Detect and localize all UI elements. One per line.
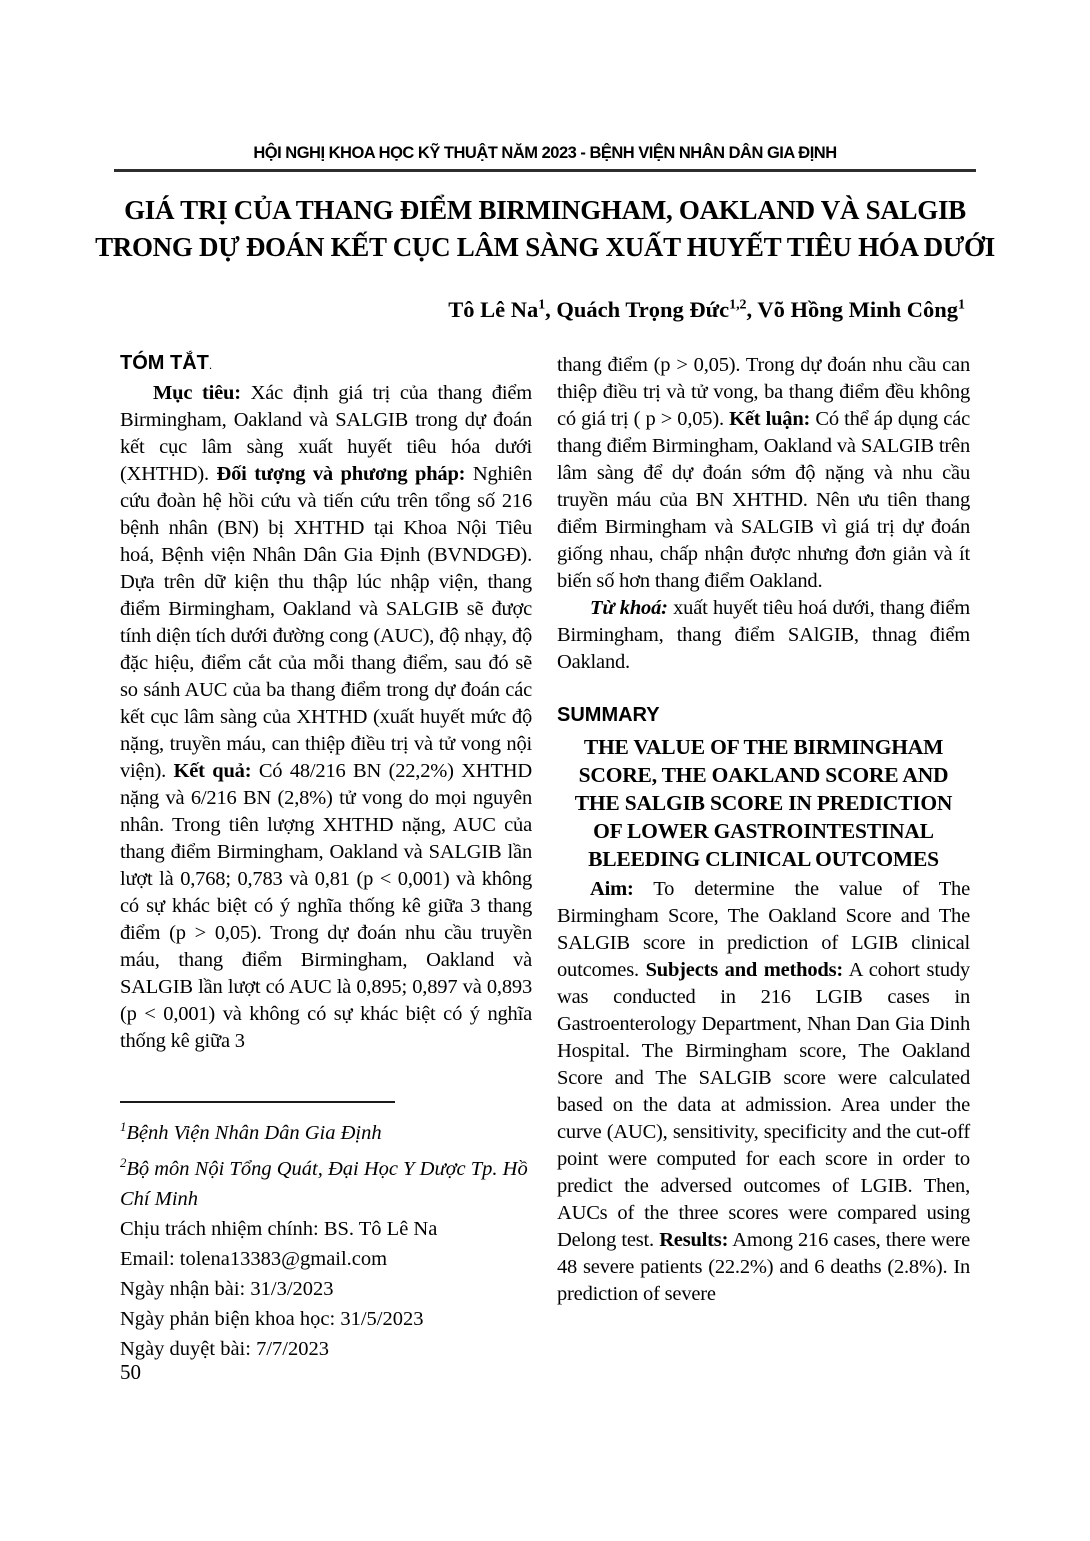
abstract-continuation-paragraph <box>557 352 970 595</box>
aim-text: To determine the value of The Birmingham Score, The Oakland Score and The SALGIB score in prediction of LGIB clinical outcomes. <box>557 878 970 981</box>
header-rule <box>114 169 976 172</box>
date-received: Ngày nhận bài: 31/3/2023 <box>120 1277 334 1300</box>
doi-tuong-label: Đối tượng và phương pháp: <box>216 463 466 485</box>
english-title-line: THE SALGIB SCORE IN PREDICTION <box>574 791 953 815</box>
right-column <box>557 352 970 1308</box>
authors-line <box>120 297 965 323</box>
english-title-line: OF LOWER GASTROINTESTINAL <box>593 819 934 843</box>
date-reviewed: Ngày phản biện khoa học: 31/5/2023 <box>120 1307 424 1330</box>
results-label: Results: <box>659 1229 729 1251</box>
article-title <box>50 192 1040 266</box>
left-column <box>120 352 532 1055</box>
subjects-methods-label: Subjects and methods: <box>645 959 844 981</box>
aim-label: Aim: <box>590 878 634 900</box>
corresponding-author: Chịu trách nhiệm chính: BS. Tô Lê Na <box>120 1217 438 1240</box>
summary-paragraph <box>557 876 970 1308</box>
continuation-text: thang điểm (p > 0,05). Trong dự đoán nhu cầu can thiệp điều trị và tử vong, ba thang điểm đều không có giá trị ( p > 0,05). <box>557 354 970 430</box>
affiliation-2-superscript: 2 <box>120 1155 127 1170</box>
english-title-line: THE VALUE OF THE BIRMINGHAM <box>583 735 944 759</box>
author-separator: , <box>746 297 758 322</box>
author-name: Quách Trọng Đức <box>556 297 730 322</box>
corresponding-email: Email: tolena13383@gmail.com <box>120 1247 388 1270</box>
author-affiliation-superscript: 1,2 <box>729 297 747 313</box>
article-title-line1: GIÁ TRỊ CỦA THANG ĐIỂM BIRMINGHAM, OAKLAND VÀ SALGIB <box>124 195 966 225</box>
article-title-line2: TRONG DỰ ĐOÁN KẾT CỤC LÂM SÀNG XUẤT HUYẾT TIÊU HÓA DƯỚI <box>95 232 995 262</box>
date-accepted: Ngày duyệt bài: 7/7/2023 <box>120 1337 329 1360</box>
english-title-line: BLEEDING CLINICAL OUTCOMES <box>588 847 939 871</box>
abstract-heading <box>120 352 532 375</box>
affiliation-2 <box>120 1148 532 1214</box>
results-text: Among 216 cases, there were 48 severe patients (22.2%) and 6 deaths (2.8%). In prediction of severe <box>557 1229 970 1305</box>
footnote-divider <box>120 1101 395 1103</box>
affiliation-1-superscript: 1 <box>120 1120 127 1134</box>
author-separator: , <box>545 297 557 322</box>
summary-heading: SUMMARY <box>557 704 660 726</box>
conference-header: HỘI NGHỊ KHOA HỌC KỸ THUẬT NĂM 2023 - BỆNH VIỆN NHÂN DÂN GIA ĐỊNH <box>253 144 837 162</box>
affiliation-1-text: Bệnh Viện Nhân Dân Gia Định <box>126 1121 382 1144</box>
subjects-methods-text: A cohort study was conducted in 216 LGIB cases in Gastroenterology Department, Nhan Dan Gia Dinh Hospital. The Birmingham score, The Oakland Score and The SALGIB score were calculated based on the data at admission. Area under the curve (AUC), sensitivity, specificity and the cut-off point were computed for each score in order to predict the adversed outcomes of LGIB. Then, AUCs of the three scores were compared using Delong test. <box>557 959 970 1251</box>
page-number: 50 <box>120 1360 141 1384</box>
ket-qua-text: Có 48/216 BN (22,2%) XHTHD nặng và 6/216 BN (2,8%) tử vong do mọi nguyên nhân. Trong tiên lượng XHTHD nặng, AUC của thang điểm Birmingham, Oakland và SALGIB lần lượt là 0,768; 0,783 và 0,81 (p < 0,001) và không có sự khác biệt có ý nghĩa thống kê giữa 3 thang điểm (p > 0,05). Trong dự đoán nhu cầu truyền máu, thang điểm Birmingham, Oakland và SALGIB lần lượt có AUC là 0,895; 0,897 và 0,893 (p < 0,001) và không có sự khác biệt có ý nghĩa thống kê giữa 3 <box>120 760 532 1052</box>
keywords-paragraph <box>557 595 970 676</box>
keywords-text: xuất huyết tiêu hoá dưới, thang điểm Birmingham, thang điểm SAlGIB, thnag điểm Oakland. <box>557 597 970 673</box>
affiliation-1 <box>120 1112 532 1148</box>
doi-tuong-text: Nghiên cứu đoàn hệ hồi cứu và tiến cứu trên tổng số 216 bệnh nhân (BN) bị XHTHD tại Khoa Nội Tiêu hoá, Bệnh viện Nhân Dân Gia Định (BVNDGĐ). Dựa trên dữ kiện thu thập lúc nhập viện, thang điểm Birmingham, Oakland và SALGIB sẽ được tính diện tích dưới đường cong (AUC), độ nhạy, độ đặc hiệu, điểm cắt của mỗi thang điểm, sau đó sẽ so sánh AUC của ba thang điểm trong dự đoán các kết cục lâm sàng của XHTHD (xuất huyết mức độ nặng, truyền máu, can thiệp điều trị và tử vong nội viện). <box>120 463 533 782</box>
ket-luan-text: Có thể áp dụng các thang điểm Birmingham, Oakland và SALGIB trên lâm sàng để dự đoán sớm độ nặng và nhu cầu truyền máu của BN XHTHD. Nên ưu tiên thang điểm Birmingham và SALGIB vì giá trị dự đoán giống nhau, chấp nhận được nhưng đơn giản và ít biến số hơn thang điểm Oakland. <box>557 408 970 592</box>
english-title-line: SCORE, THE OAKLAND SCORE AND <box>578 763 949 787</box>
author-affiliation-superscript: 1 <box>538 297 546 313</box>
footnotes-block <box>120 1101 532 1364</box>
english-title <box>557 733 970 873</box>
abstract-paragraph <box>120 380 532 1055</box>
affiliation-2-text: Bộ môn Nội Tổng Quát, Đại Học Y Dược Tp. Hồ Chí Minh <box>120 1157 528 1210</box>
muc-tieu-label: Mục tiêu: <box>153 382 241 404</box>
ket-luan-label: Kết luận: <box>729 408 811 430</box>
muc-tieu-text: Xác định giá trị của thang điểm Birmingham, Oakland và SALGIB trong dự đoán kết cục lâm sàng xuất huyết tiêu hóa dưới (XHTHD). <box>120 382 532 485</box>
author-affiliation-superscript: 1 <box>958 297 965 313</box>
keywords-label: Từ khoá: <box>590 597 668 619</box>
author-name: Tô Lê Na <box>448 297 539 322</box>
author-name: Võ Hồng Minh Công <box>757 297 959 322</box>
ket-qua-label: Kết quả: <box>173 760 252 782</box>
abstract-heading-text: TÓM TẮT <box>120 352 209 374</box>
abstract-heading-dot: . <box>208 358 213 372</box>
